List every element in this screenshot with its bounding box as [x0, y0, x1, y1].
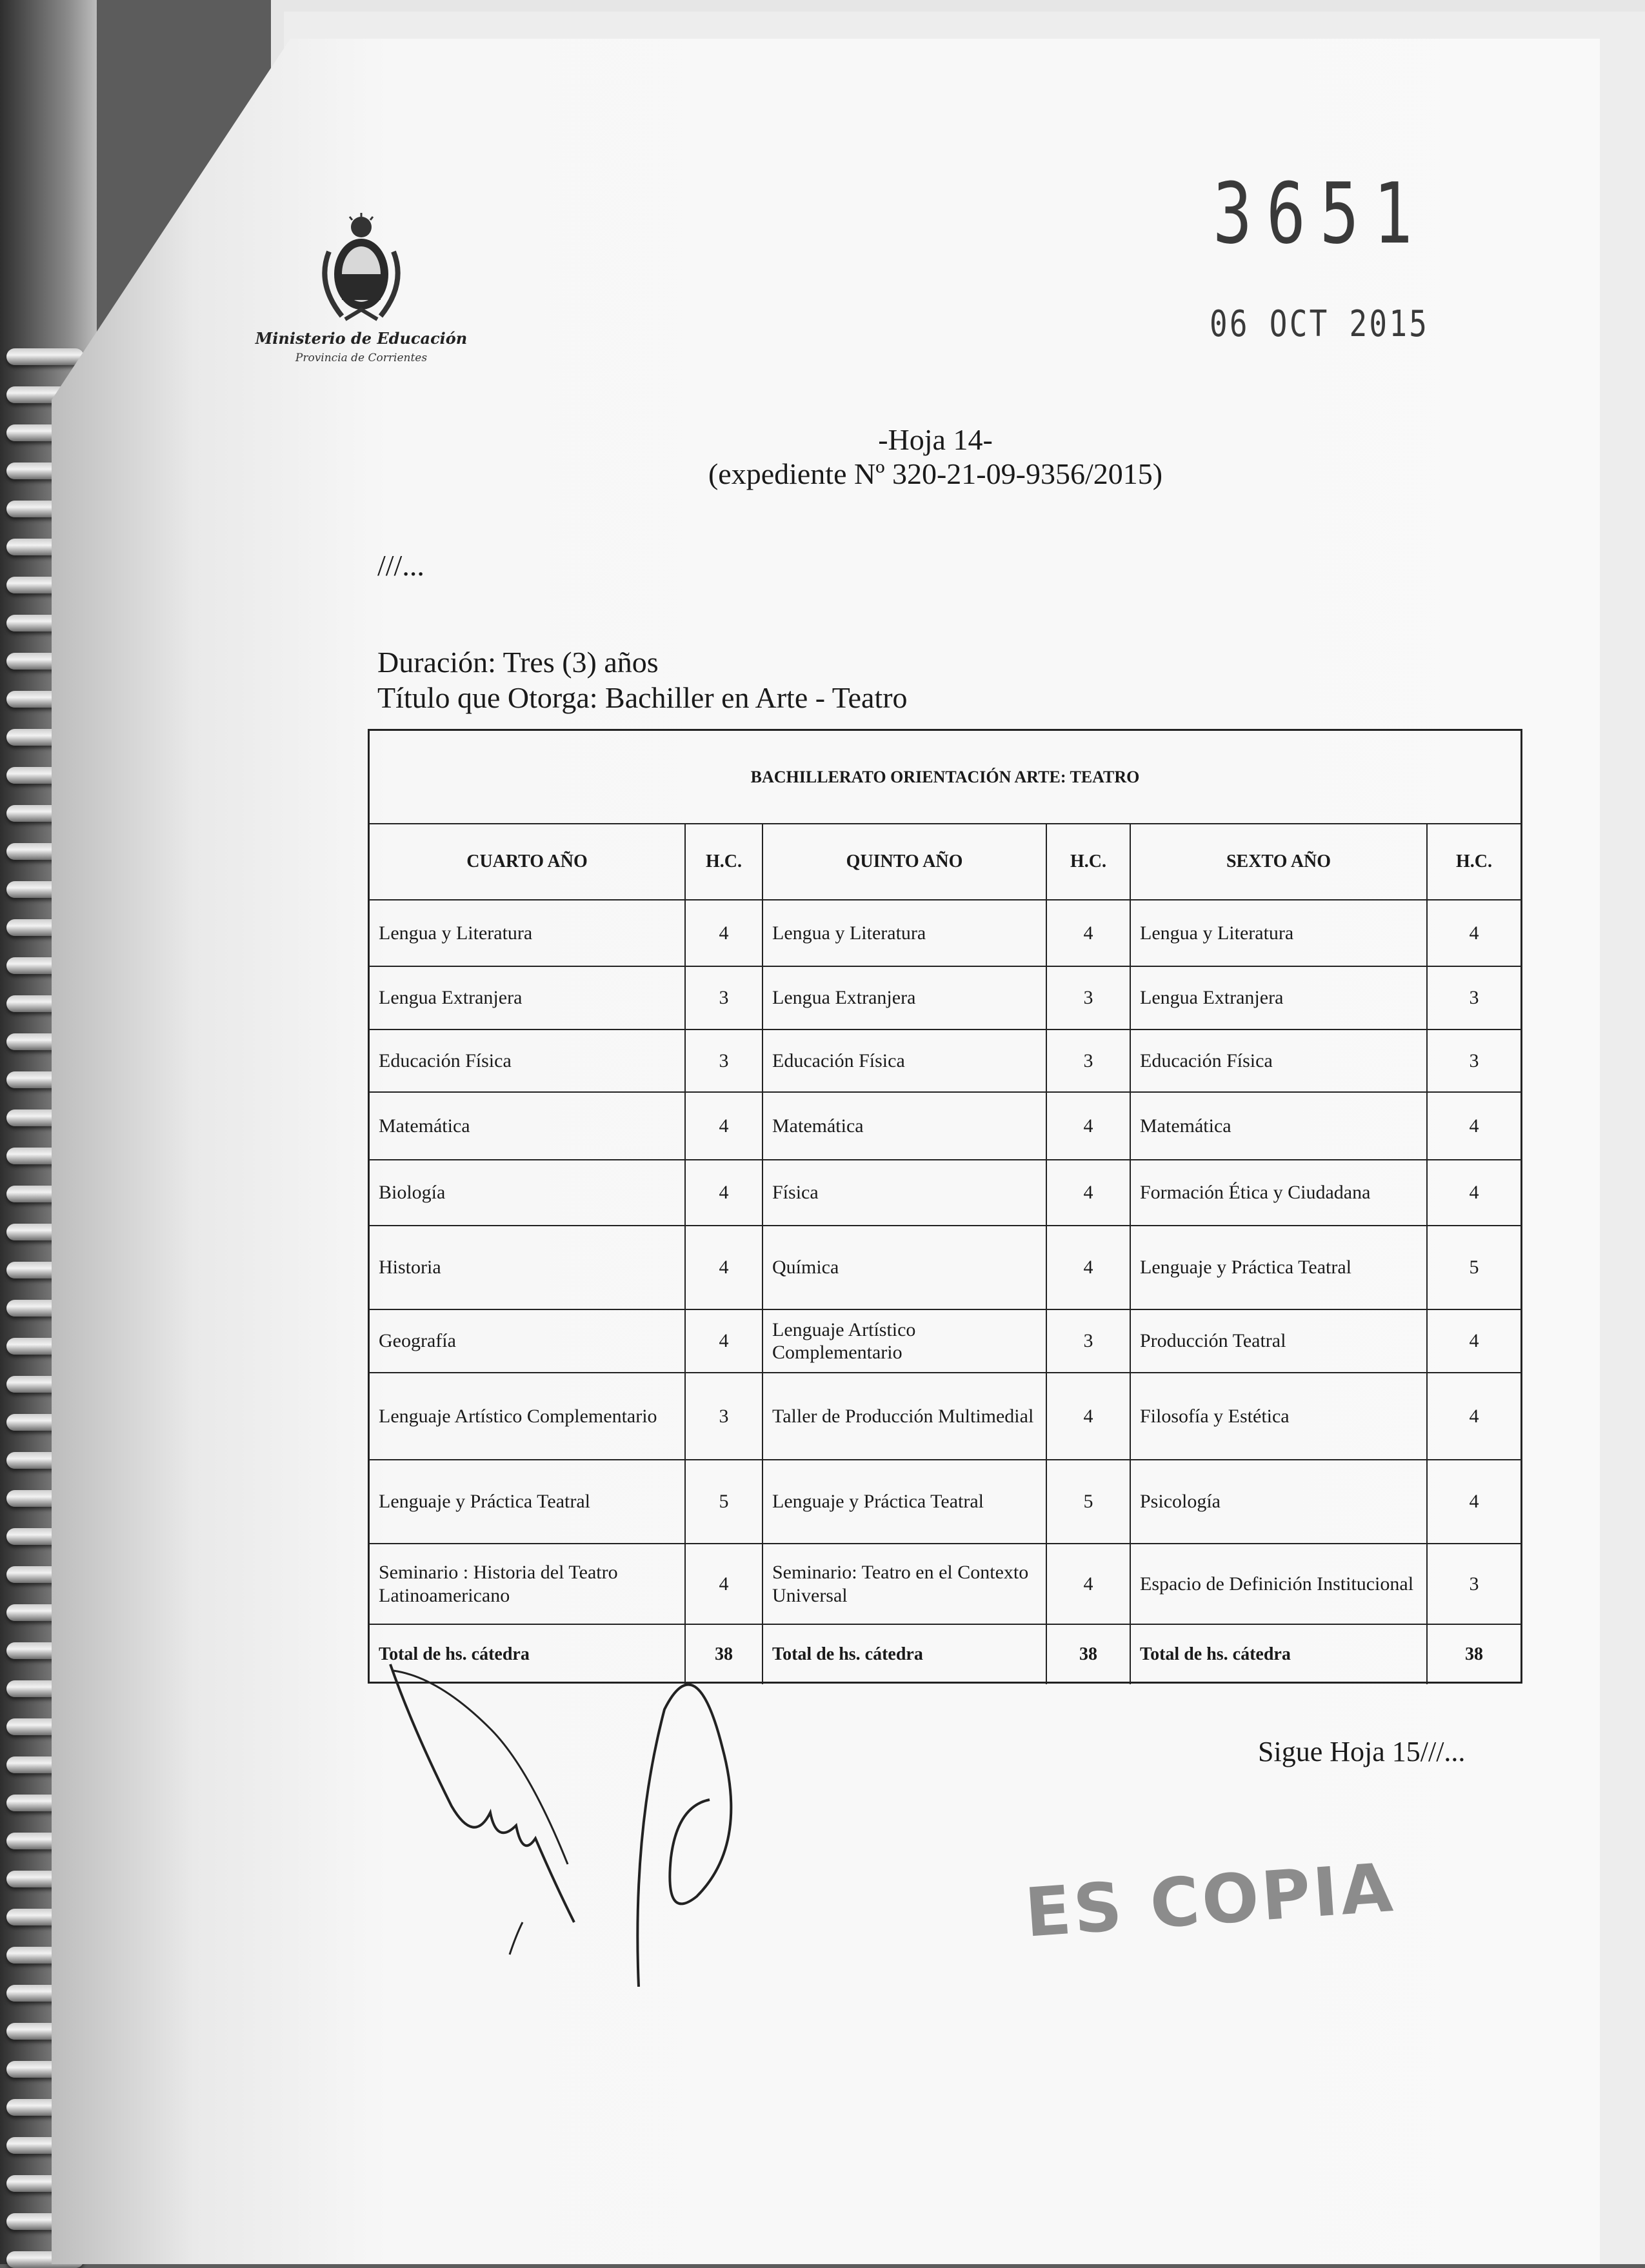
hours-cell: 3: [1428, 1030, 1520, 1093]
hours-cell: 4: [686, 1226, 763, 1310]
hours-cell: 38: [686, 1625, 763, 1684]
hours-cell: 4: [686, 1310, 763, 1373]
hours-cell: 4: [1428, 1310, 1520, 1373]
subject-cell: Formación Ética y Ciudadana: [1131, 1160, 1428, 1226]
hours-cell: 5: [686, 1460, 763, 1544]
hours-cell: 3: [1047, 967, 1131, 1030]
hours-cell: 4: [1047, 1093, 1131, 1160]
ministry-name: Ministerio de Educación: [255, 329, 468, 348]
coat-of-arms-icon: [316, 213, 406, 326]
subject-cell: Educación Física: [763, 1030, 1047, 1093]
continuation-mark: ///...: [377, 549, 424, 582]
hours-cell: 4: [1428, 1093, 1520, 1160]
subject-cell: Matemática: [763, 1093, 1047, 1160]
subject-cell: Matemática: [370, 1093, 686, 1160]
hours-cell: 3: [686, 967, 763, 1030]
subject-cell: Seminario: Teatro en el Contexto Universal: [763, 1544, 1047, 1625]
hours-cell: 3: [1428, 967, 1520, 1030]
subject-cell: Total de hs. cátedra: [370, 1625, 686, 1684]
subject-cell: Física: [763, 1160, 1047, 1226]
hours-cell: 3: [686, 1373, 763, 1460]
subject-cell: Lenguaje y Práctica Teatral: [763, 1460, 1047, 1544]
subject-cell: Lenguaje Artístico Complementario: [370, 1373, 686, 1460]
column-header: H.C.: [1047, 824, 1131, 900]
subject-cell: Total de hs. cátedra: [1131, 1625, 1428, 1684]
hours-cell: 4: [686, 1160, 763, 1226]
subject-cell: Total de hs. cátedra: [763, 1625, 1047, 1684]
hours-cell: 4: [1047, 900, 1131, 967]
subject-cell: Lenguaje y Práctica Teatral: [1131, 1226, 1428, 1310]
hours-cell: 38: [1047, 1625, 1131, 1684]
column-header: CUARTO AÑO: [370, 824, 686, 900]
signature: [361, 1651, 813, 1987]
hours-cell: 4: [1047, 1544, 1131, 1625]
degree-title: Título que Otorga: Bachiller en Arte - Teatro: [377, 681, 908, 714]
hours-cell: 4: [1047, 1226, 1131, 1310]
subject-cell: Lengua Extranjera: [763, 967, 1047, 1030]
subject-cell: Lengua y Literatura: [763, 900, 1047, 967]
subject-cell: Lengua Extranjera: [1131, 967, 1428, 1030]
curriculum-table: [368, 729, 1522, 1684]
subject-cell: Taller de Producción Multimedial: [763, 1373, 1047, 1460]
subject-cell: Biología: [370, 1160, 686, 1226]
hours-cell: 5: [1047, 1460, 1131, 1544]
stamp-number: 3651: [1213, 164, 1427, 263]
subject-cell: Lengua y Literatura: [1131, 900, 1428, 967]
subject-cell: Psicología: [1131, 1460, 1428, 1544]
hours-cell: 4: [1047, 1160, 1131, 1226]
hours-cell: 4: [1428, 1160, 1520, 1226]
binding-coil: [6, 348, 84, 365]
duration: Duración: Tres (3) años: [377, 646, 659, 679]
column-header: H.C.: [686, 824, 763, 900]
hours-cell: 3: [1047, 1310, 1131, 1373]
column-header: QUINTO AÑO: [763, 824, 1047, 900]
subject-cell: Seminario : Historia del Teatro Latinoamericano: [370, 1544, 686, 1625]
hours-cell: 4: [1047, 1373, 1131, 1460]
hours-cell: 4: [686, 1544, 763, 1625]
subject-cell: Espacio de Definición Institucional: [1131, 1544, 1428, 1625]
subject-cell: Lengua y Literatura: [370, 900, 686, 967]
subject-cell: Química: [763, 1226, 1047, 1310]
hours-cell: 5: [1428, 1226, 1520, 1310]
hours-cell: 4: [686, 1093, 763, 1160]
hours-cell: 3: [1428, 1544, 1520, 1625]
hours-cell: 3: [686, 1030, 763, 1093]
subject-cell: Geografía: [370, 1310, 686, 1373]
subject-cell: Filosofía y Estética: [1131, 1373, 1428, 1460]
copy-stamp: ES COPIA: [1022, 1847, 1398, 1953]
next-sheet-note: Sigue Hoja 15///...: [1258, 1736, 1466, 1767]
column-header: H.C.: [1428, 824, 1520, 900]
subject-cell: Educación Física: [1131, 1030, 1428, 1093]
subject-cell: Educación Física: [370, 1030, 686, 1093]
hours-cell: 3: [1047, 1030, 1131, 1093]
subject-cell: Lengua Extranjera: [370, 967, 686, 1030]
province-name: Provincia de Corrientes: [295, 352, 428, 364]
hours-cell: 4: [1428, 900, 1520, 967]
subject-cell: Historia: [370, 1226, 686, 1310]
table-grid: [370, 824, 1520, 1684]
stamp-date: 06 OCT 2015: [1210, 303, 1430, 345]
file-reference: (expediente Nº 320-21-09-9356/2015): [708, 457, 1163, 490]
hours-cell: 4: [686, 900, 763, 967]
hours-cell: 4: [1428, 1373, 1520, 1460]
hours-cell: 4: [1428, 1460, 1520, 1544]
table-title: BACHILLERATO ORIENTACIÓN ARTE: TEATRO: [370, 731, 1520, 824]
subject-cell: Matemática: [1131, 1093, 1428, 1160]
subject-cell: Producción Teatral: [1131, 1310, 1428, 1373]
sheet-number: -Hoja 14-: [878, 423, 993, 456]
subject-cell: Lenguaje Artístico Complementario: [763, 1310, 1047, 1373]
subject-cell: Lenguaje y Práctica Teatral: [370, 1460, 686, 1544]
hours-cell: 38: [1465, 1644, 1483, 1665]
column-header: SEXTO AÑO: [1131, 824, 1428, 900]
